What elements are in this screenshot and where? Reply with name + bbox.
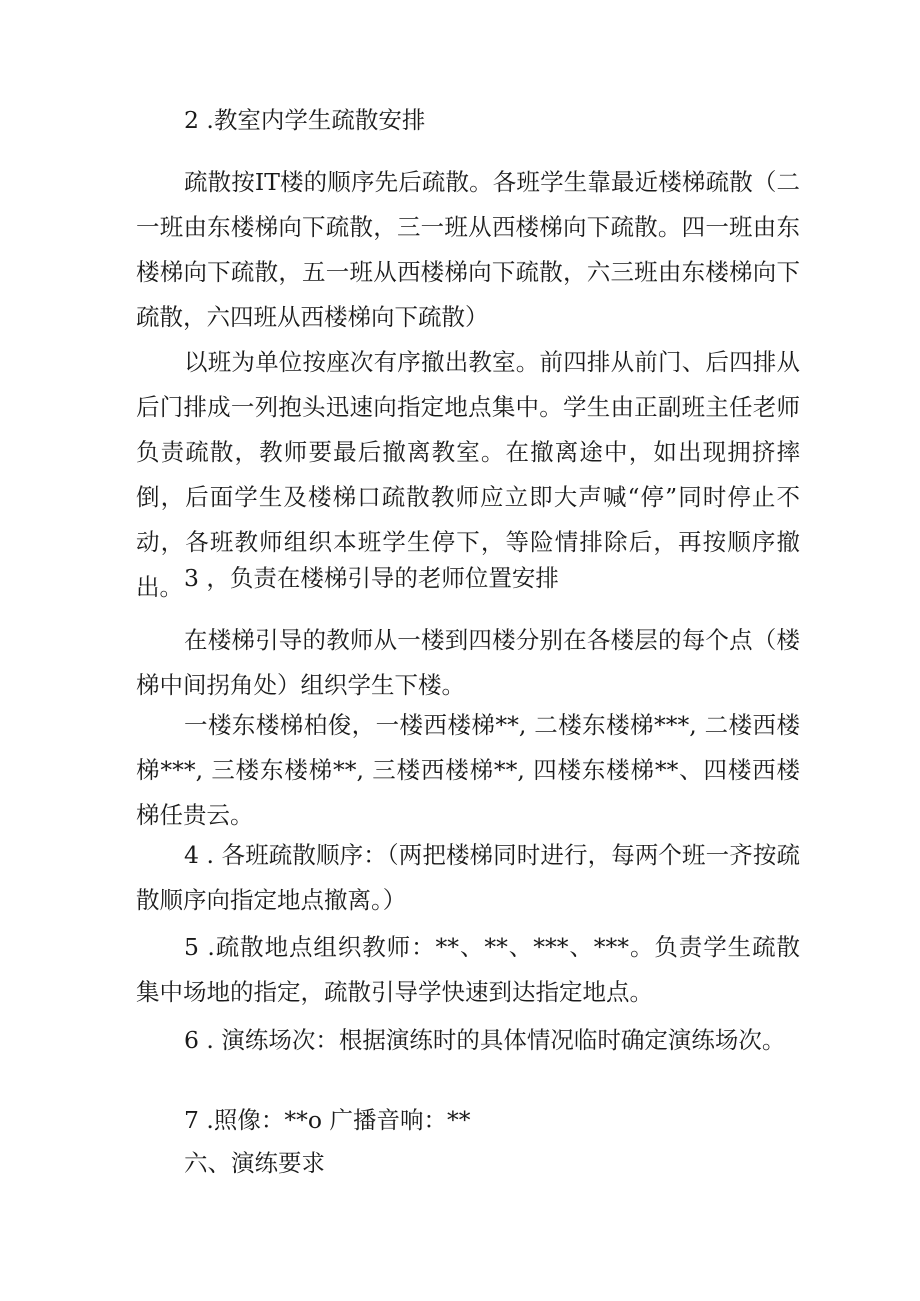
section-heading-3: 3 ，负责在楼梯引导的老师位置安排 [184, 564, 559, 592]
section-heading-2: 2 .教室内学生疏散安排 [184, 106, 426, 134]
paragraph-class-exit: 以班为单位按座次有序撤出教室。前四排从前门、后四排从后门排成一列抱头迅速向指定地点集中。学生由正副班主任老师负责疏散，教师要最后撤离教室。在撤离途中，如出现拥挤摔倒，后面学生及楼梯口疏散教师应立即大声喊“停”同时停止不动，各班教师组织本班学生停下，等险情排除后，再按顺序撤出。 [136, 348, 800, 601]
section-heading-6: 6 . 演练场次：根据演练时的具体情况临时确定演练场次。 [184, 1026, 786, 1054]
paragraph-teacher-positions: 在楼梯引导的教师从一楼到四楼分别在各楼层的每个点（楼梯中间拐角处）组织学生下楼。 [136, 626, 800, 699]
paragraph-teacher-list: 一楼东楼梯柏俊，一楼西楼梯**, 二楼东楼梯***, 二楼西楼梯***, 三楼东楼梯**, 三楼西楼梯**, 四楼东楼梯**、四楼西楼梯任贵云。 [136, 711, 800, 829]
paragraph-stair-order: 疏散按IT楼的顺序先后疏散。各班学生靠最近楼梯疏散（二一班由东楼梯向下疏散，三一班从西楼梯向下疏散。四一班由东楼梯向下疏散，五一班从西楼梯向下疏散，六三班由东楼梯向下疏散，六四班从西楼梯向下疏散） [136, 168, 800, 331]
section-heading-5: 5 .疏散地点组织教师：**、**、***、***。负责学生疏散集中场地的指定，疏散引导学快速到达指定地点。 [136, 933, 800, 1006]
section-heading-7: 7 .照像：**o 广播音响：** [184, 1106, 471, 1134]
section-heading-drill-requirements: 六、演练要求 [184, 1149, 325, 1177]
section-heading-4: 4 . 各班疏散顺序：（两把楼梯同时进行，每两个班一齐按疏散顺序向指定地点撤离。） [136, 841, 800, 914]
